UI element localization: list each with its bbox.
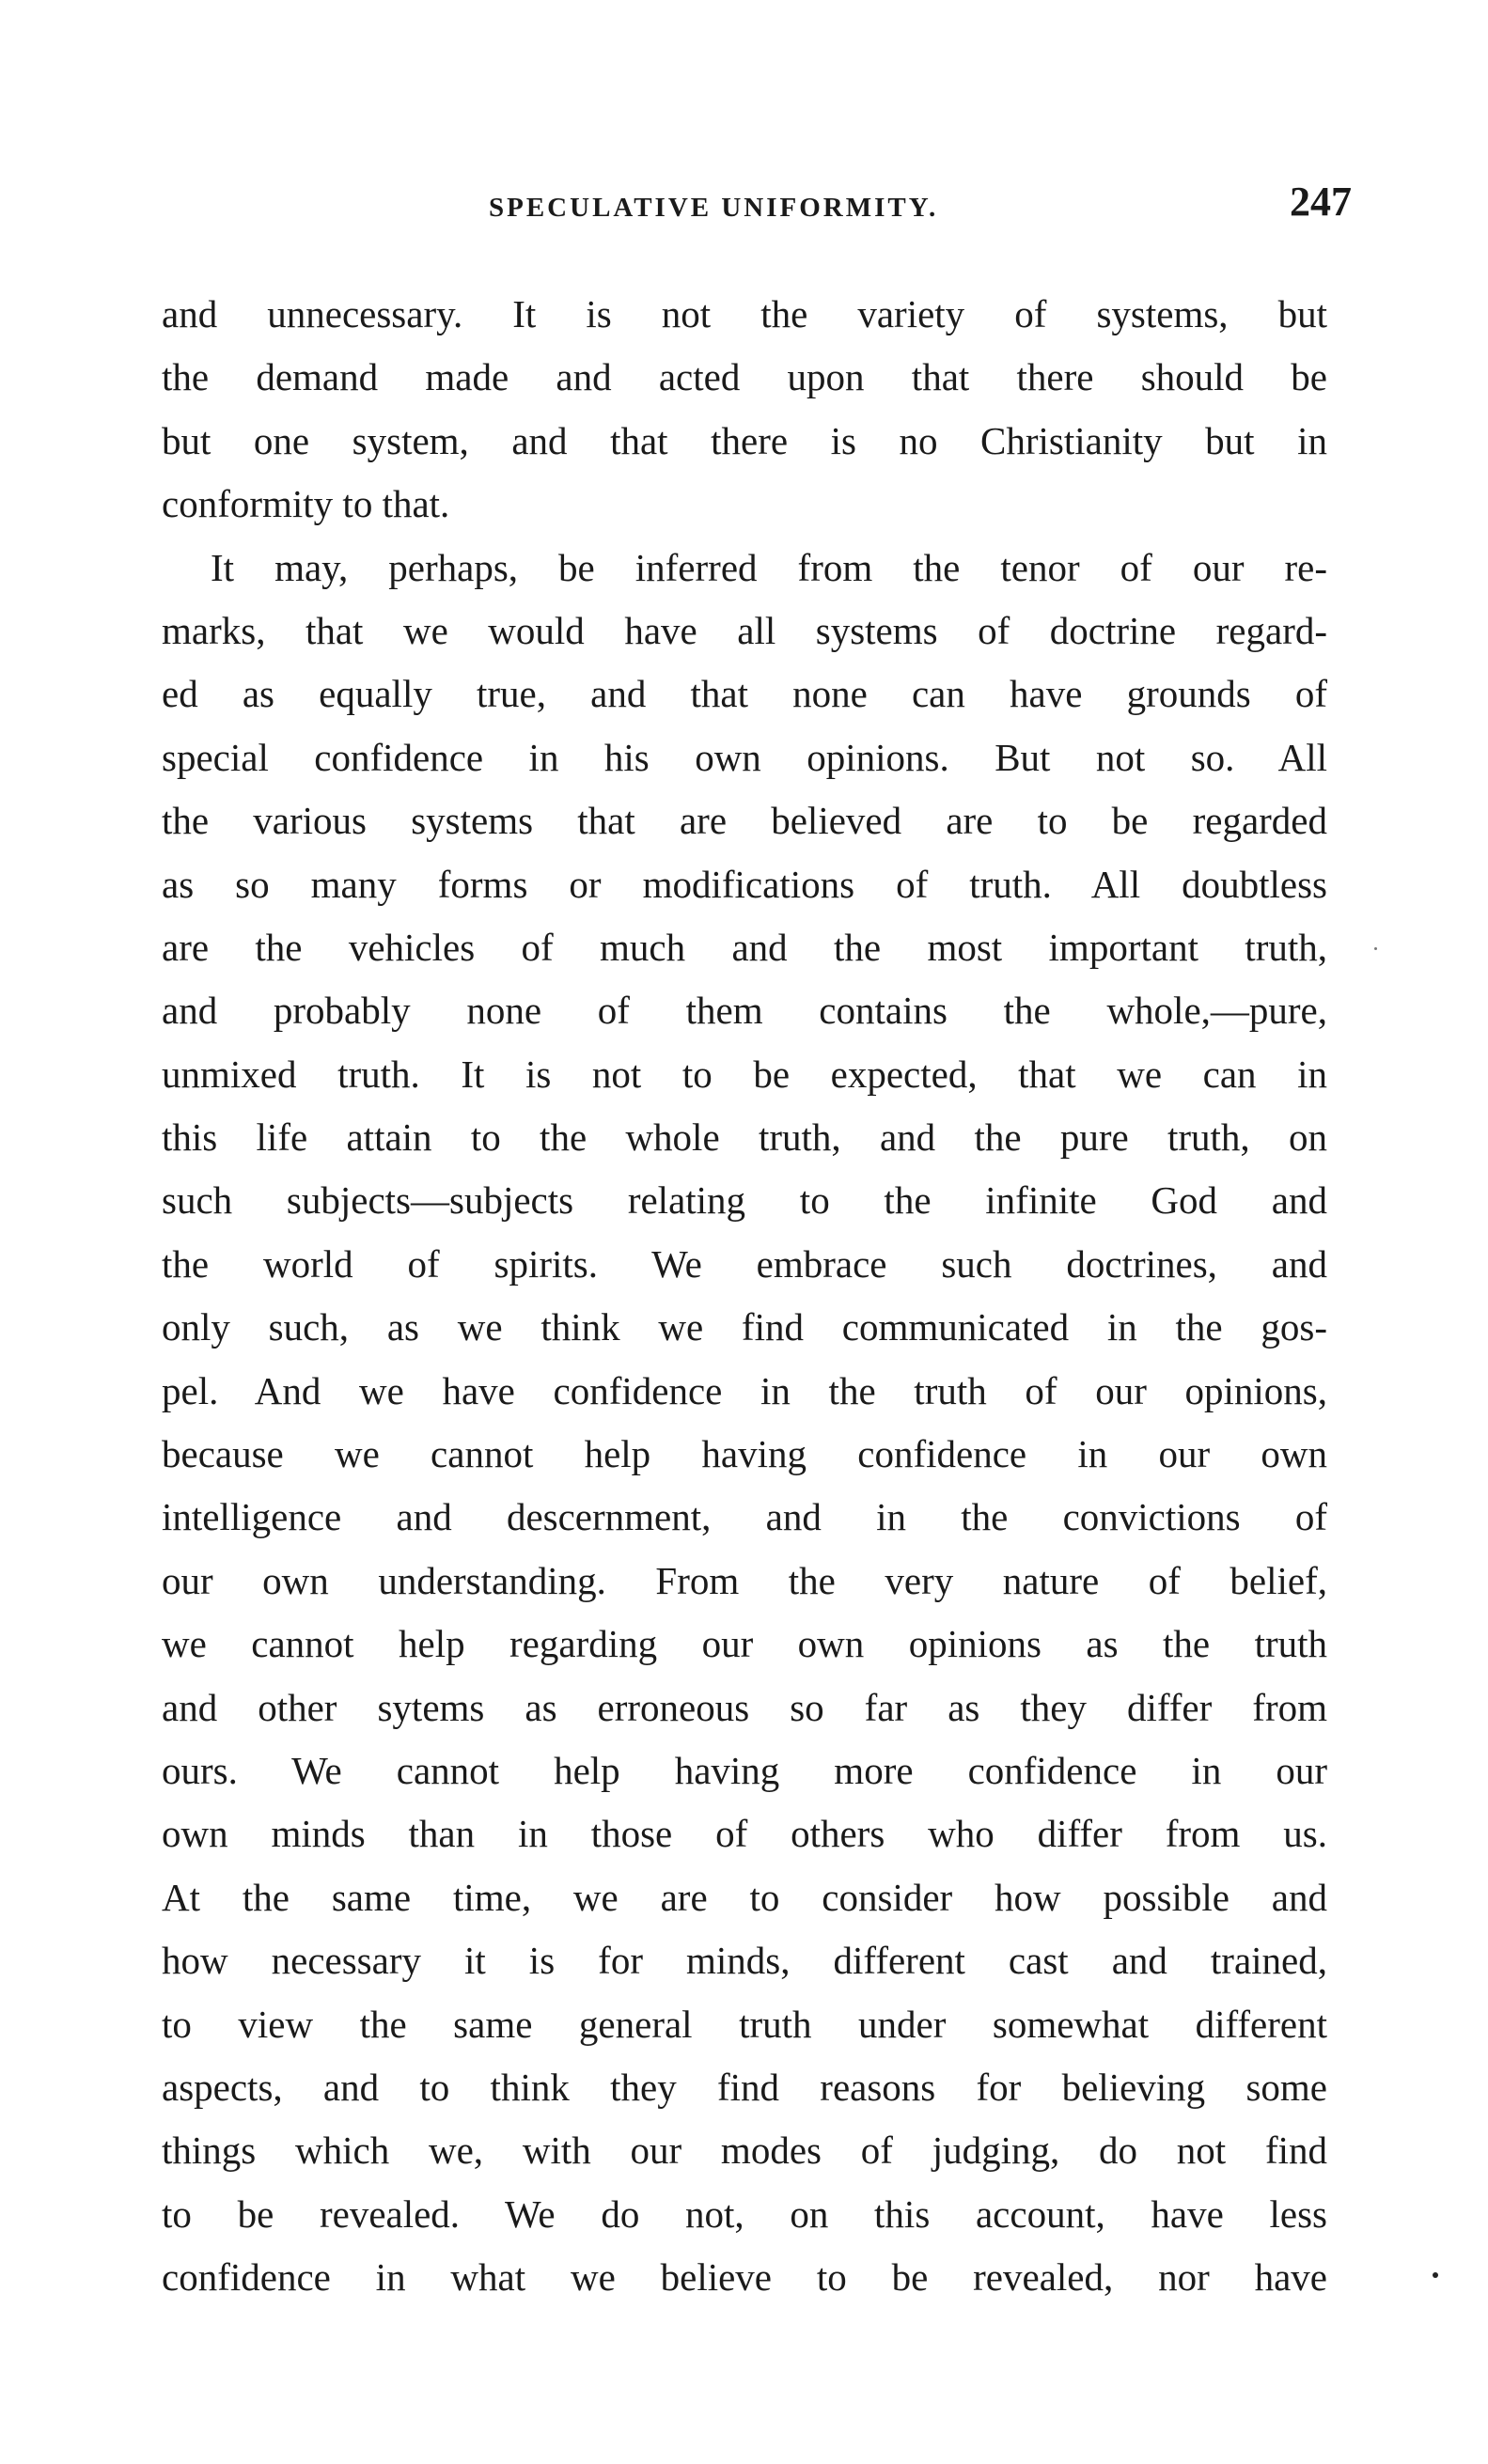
text-line: to be revealed. We do not, on this account, have less bbox=[162, 2191, 1327, 2236]
text-line: as so many forms or modifications of truth. All doubtless bbox=[162, 862, 1327, 906]
text-line: marks, that we would have all systems of doctrine regard- bbox=[162, 608, 1327, 652]
body-text bbox=[162, 283, 1327, 2310]
text-line: ed as equally true, and that none can have grounds of bbox=[162, 672, 1327, 716]
page-number: 247 bbox=[1290, 179, 1352, 225]
text-line: At the same time, we are to consider how possible and bbox=[162, 1875, 1327, 1919]
text-line: how necessary it is for minds, different cast and trained, bbox=[162, 1939, 1327, 1983]
text-line: unmixed truth. It is not to be expected, that we can in bbox=[162, 1052, 1327, 1096]
text-line: because we cannot help having confidence in our own bbox=[162, 1432, 1327, 1476]
text-line: ours. We cannot help having more confidence in our bbox=[162, 1748, 1327, 1792]
text-line: but one system, and that there is no Christianity but in bbox=[162, 418, 1327, 462]
running-title: SPECULATIVE UNIFORMITY. bbox=[489, 193, 939, 223]
running-head bbox=[0, 179, 1488, 231]
scan-speck bbox=[1374, 947, 1377, 950]
text-line: our own understanding. From the very nature of belief, bbox=[162, 1558, 1327, 1602]
text-line: to view the same general truth under somewhat different bbox=[162, 2002, 1327, 2046]
text-line: this life attain to the whole truth, and the pure truth, on bbox=[162, 1115, 1327, 1160]
text-line: confidence in what we believe to be revealed, nor have bbox=[162, 2255, 1327, 2300]
text-line: intelligence and descernment, and in the convictions of bbox=[162, 1495, 1327, 1539]
text-line: the various systems that are believed are to be regarded bbox=[162, 799, 1327, 843]
text-line: things which we, with our modes of judging, do not find bbox=[162, 2129, 1327, 2173]
text-line: such subjects—subjects relating to the infinite God and bbox=[162, 1178, 1327, 1223]
text-line: and unnecessary. It is not the variety of systems, but bbox=[162, 292, 1327, 335]
text-line: and probably none of them contains the whole,—pure, bbox=[162, 989, 1327, 1033]
text-line: It may, perhaps, be inferred from the tenor of our re- bbox=[211, 545, 1327, 589]
text-line: special confidence in his own opinions. But not so. All bbox=[162, 735, 1327, 779]
scan-speck bbox=[1433, 2272, 1438, 2278]
text-line: pel. And we have confidence in the truth of our opinions, bbox=[162, 1368, 1327, 1412]
text-line: conformity to that. bbox=[162, 482, 450, 526]
text-line: and other sytems as erroneous so far as they differ from bbox=[162, 1685, 1327, 1729]
text-line: only such, as we think we find communicated in the gos- bbox=[162, 1305, 1327, 1349]
text-line: own minds than in those of others who differ from us. bbox=[162, 1812, 1327, 1856]
text-line: the world of spirits. We embrace such doctrines, and bbox=[162, 1241, 1327, 1286]
text-line: we cannot help regarding our own opinions as the truth bbox=[162, 1622, 1327, 1666]
text-line: aspects, and to think they find reasons for believing some bbox=[162, 2065, 1327, 2109]
text-line: are the vehicles of much and the most important truth, bbox=[162, 925, 1327, 969]
text-line: the demand made and acted upon that there should be bbox=[162, 355, 1327, 399]
